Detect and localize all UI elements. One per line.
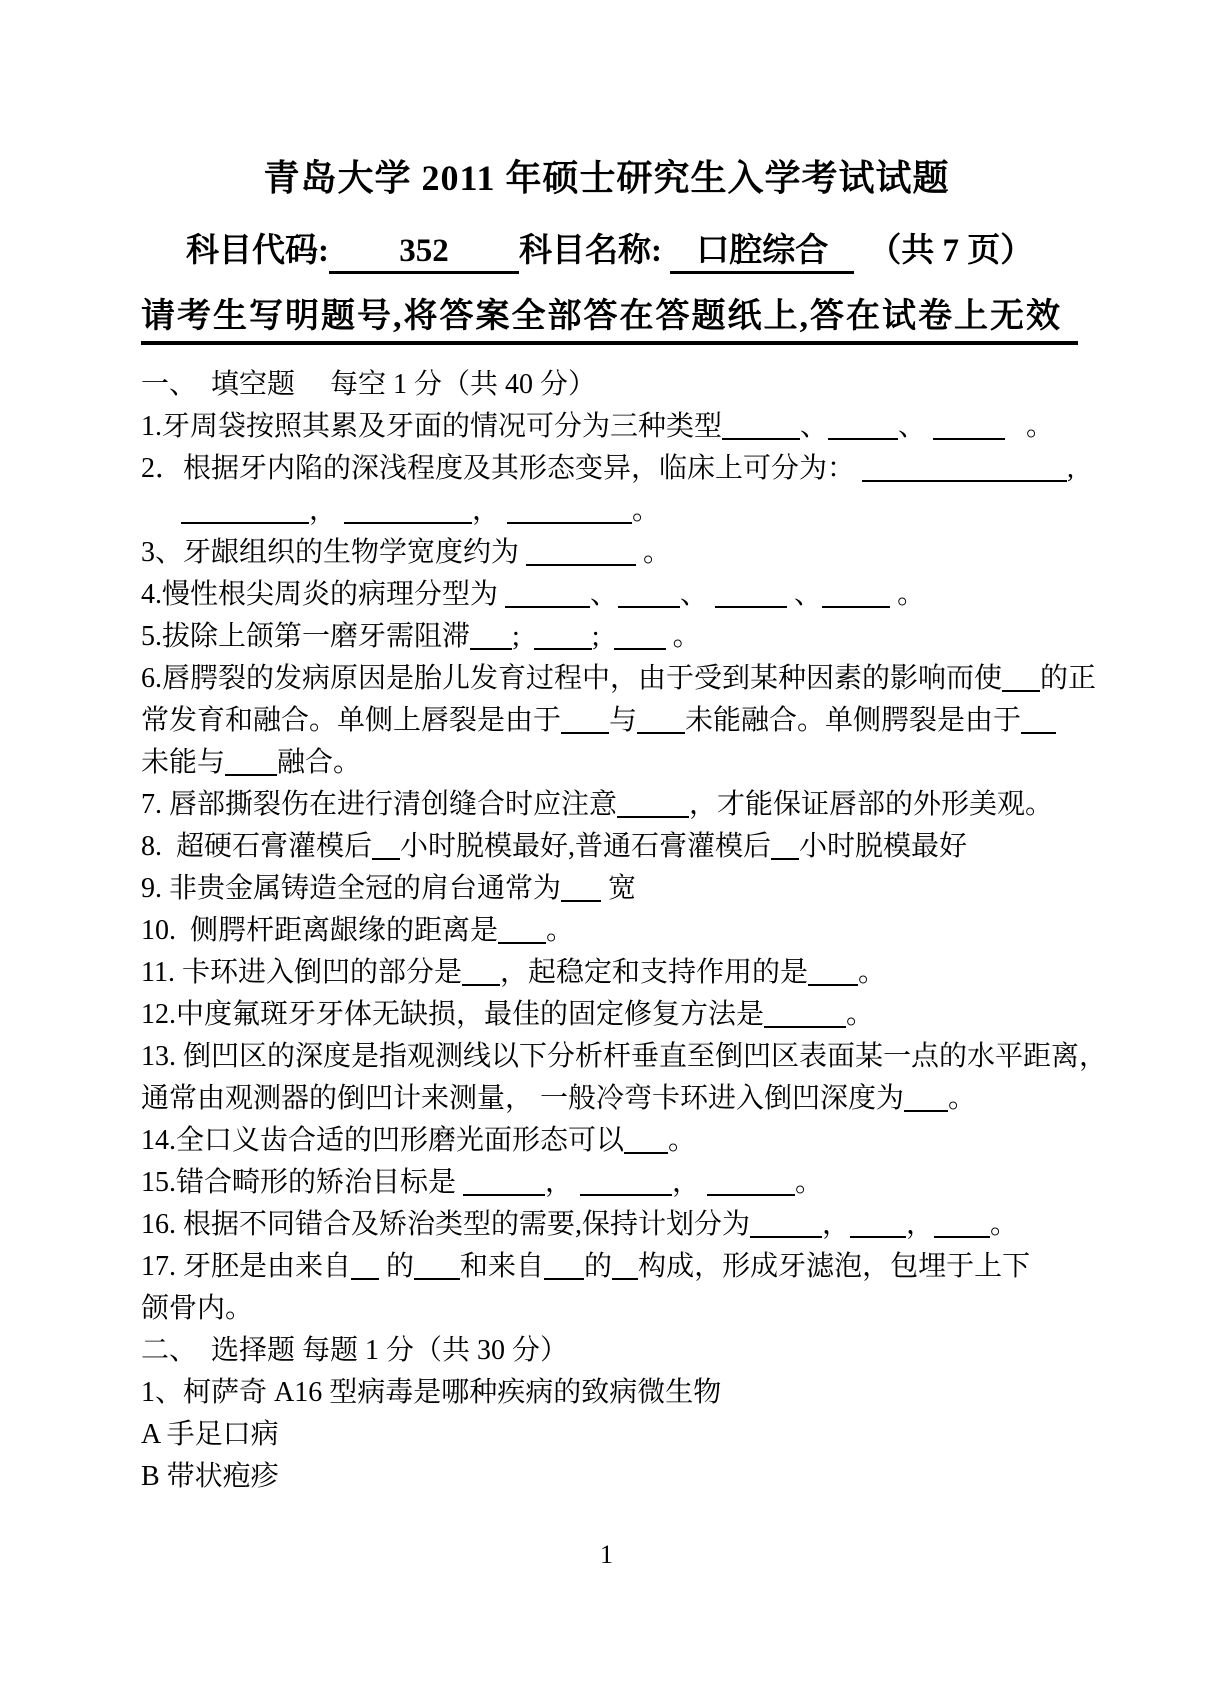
answer-blank [808, 978, 858, 986]
text-segment: 16. 根据不同错合及矫治类型的需要,保持计划分为 [141, 1209, 751, 1240]
answer-blank [1021, 726, 1056, 734]
question-line [141, 1120, 1096, 1162]
text-segment: ，起稳定和支持作用的是 [499, 957, 808, 988]
answer-blank [470, 642, 512, 650]
answer-blank [933, 432, 1005, 440]
answer-blank [462, 978, 500, 986]
answer-blank [1002, 684, 1040, 692]
answer-blank [862, 474, 1067, 482]
answer-blank [372, 852, 400, 860]
text-segment: 15.错合畸形的矫治目标是 [141, 1167, 464, 1198]
text-segment: , [1067, 453, 1075, 484]
subject-pages-note: （共 7 页） [868, 233, 1034, 269]
question-line [141, 364, 1096, 406]
answer-blank [618, 600, 680, 608]
text-segment: 17. 牙胚是由来自 [141, 1251, 352, 1282]
text-segment: 、 [787, 579, 823, 610]
text-segment: 小时脱模最好,普通石膏灌模后 [400, 831, 772, 862]
question-line [141, 952, 1096, 994]
text-segment: 。 [665, 621, 701, 652]
text-segment: 的 [379, 1251, 415, 1282]
text-segment: 9. 非贵金属铸造全冠的肩台通常为 [141, 873, 562, 904]
text-segment: 。 [890, 579, 926, 610]
text-segment: ; [512, 621, 534, 652]
question-line [141, 1288, 1096, 1330]
answer-blank [624, 1146, 668, 1154]
text-segment: 、 [590, 579, 619, 610]
answer-blank [561, 894, 601, 902]
question-line [141, 868, 1096, 910]
answer-blank [934, 1230, 990, 1238]
answer-blank [507, 516, 632, 524]
text-segment: 8. 超硬石膏灌模后 [141, 831, 373, 862]
text-segment: 构成，形成牙滤泡，包埋于上下 [638, 1251, 1031, 1282]
answer-blank [750, 1230, 822, 1238]
question-line [141, 994, 1096, 1036]
text-segment: ，才能保证唇部的外形美观。 [689, 789, 1054, 820]
text-segment: 13. 倒凹区的深度是指观测线以下分析杆垂直至倒凹区表面某一点的水平距离， [141, 1041, 1108, 1072]
answer-blank [225, 768, 277, 776]
text-segment: ， [906, 1209, 935, 1240]
text-segment: 二、 选择题 每题 1 分（共 30 分） [141, 1335, 569, 1366]
text-segment: B 带状疱疹 [141, 1461, 279, 1492]
answer-blank [850, 1230, 906, 1238]
subject-code-value: 352 [329, 233, 519, 274]
question-line [141, 910, 1096, 952]
text-segment: 和来自 [460, 1251, 545, 1282]
answer-blank [612, 1272, 638, 1280]
question-line [141, 1372, 1096, 1414]
subject-name-value: 口腔综合 [670, 233, 854, 274]
text-segment: 。 [795, 1167, 824, 1198]
question-line [141, 406, 1096, 448]
text-segment: 4.慢性根尖周炎的病理分型为 [141, 579, 506, 610]
answer-blank [828, 432, 898, 440]
question-line [141, 616, 1096, 658]
text-segment: 。 [857, 957, 886, 988]
text-segment: ， [545, 1167, 581, 1198]
answer-blank [904, 1104, 948, 1112]
answer-blank [764, 1020, 846, 1028]
answer-blank [637, 726, 685, 734]
page-number: 1 [600, 1540, 613, 1569]
text-segment: 。 [632, 495, 661, 526]
text-segment: 与 [609, 705, 638, 736]
question-line [141, 1330, 1096, 1372]
text-segment: 1.牙周袋按照其累及牙面的情况可分为三种类型 [141, 411, 723, 442]
text-segment: A 手足口病 [141, 1419, 279, 1450]
text-segment: 。 [1005, 411, 1055, 442]
answer-blank [498, 936, 546, 944]
question-line [141, 1456, 1096, 1498]
question-line [141, 658, 1096, 700]
text-segment: 的正 [1040, 663, 1097, 694]
text-segment: 。 [668, 1125, 697, 1156]
text-segment: 。 [846, 999, 875, 1030]
text-segment: 小时脱模最好 [799, 831, 968, 862]
question-line [141, 1162, 1096, 1204]
question-line [141, 1246, 1096, 1288]
text-segment: 5.拔除上颌第一磨牙需阻滞 [141, 621, 471, 652]
text-segment: 1、柯萨奇 A16 型病毒是哪种疾病的致病微生物 [141, 1377, 722, 1408]
text-segment: 未能与 [141, 747, 226, 778]
text-segment: 通常由观测器的倒凹计来测量， 一般冷弯卡环进入倒凹深度为 [141, 1083, 905, 1114]
text-segment: 11. 卡环进入倒凹的部分是 [141, 957, 462, 988]
text-segment: 一、 填空题 每空 1 分（共 40 分） [141, 369, 597, 400]
question-line [141, 1204, 1096, 1246]
question-line [141, 1414, 1096, 1456]
text-segment: 、 [898, 411, 934, 442]
text-segment: ， [822, 1209, 851, 1240]
subject-line [186, 224, 1033, 274]
answer-blank [617, 810, 689, 818]
text-segment: 颌骨内。 [141, 1293, 254, 1324]
question-line [141, 1036, 1108, 1078]
text-segment: 6.唇腭裂的发病原因是胎儿发育过程中，由于受到某种因素的影响而使 [141, 663, 1003, 694]
answer-blank [181, 516, 309, 524]
subject-name-label: 科目名称: [519, 233, 662, 269]
question-line [141, 826, 1096, 868]
text-segment: 12.中度氟斑牙牙体无缺损，最佳的固定修复方法是 [141, 999, 765, 1030]
page-title: 青岛大学 2011 年硕士研究生入学考试试题 [263, 158, 950, 198]
text-segment: ; [591, 621, 614, 652]
answer-blank [722, 432, 800, 440]
text-segment: 。 [948, 1083, 977, 1114]
text-segment: 。 [546, 915, 575, 946]
text-segment: ， [672, 1167, 708, 1198]
answer-blank [414, 1272, 460, 1280]
text-segment: 3、牙龈组织的生物学宽度约为 [141, 537, 527, 568]
answer-blank [351, 1272, 379, 1280]
answer-blank [771, 852, 799, 860]
subject-code-label: 科目代码: [186, 233, 329, 269]
question-line [141, 448, 1096, 490]
text-segment: ， [309, 495, 345, 526]
answer-blank [715, 600, 787, 608]
text-segment: 2．根据牙内陷的深浅程度及其形态变异，临床上可分为： [141, 453, 863, 484]
text-segment: 14.全口义齿合适的凹形磨光面形态可以 [141, 1125, 625, 1156]
question-line [141, 742, 1096, 784]
text-segment: ， [472, 495, 508, 526]
answer-blank [561, 726, 609, 734]
answer-blank [534, 642, 592, 650]
answer-blank [614, 642, 666, 650]
text-segment: 10. 侧腭杆距离龈缘的距离是 [141, 915, 499, 946]
question-line [141, 574, 1096, 616]
text-segment: 的 [584, 1251, 613, 1282]
text-segment: 未能融合。单侧腭裂是由于 [685, 705, 1022, 736]
notice-banner: 请考生写明题号,将答案全部答在答题纸上,答在试卷上无效 [141, 288, 1078, 345]
question-body [141, 364, 1108, 1498]
answer-blank [505, 600, 590, 608]
question-line [141, 490, 1096, 532]
text-segment: 7. 唇部撕裂伤在进行清创缝合时应注意 [141, 789, 618, 820]
answer-blank [822, 600, 890, 608]
question-line [141, 1078, 1096, 1120]
question-line [141, 532, 1096, 574]
answer-blank [580, 1188, 672, 1196]
text-segment: 常发育和融合。单侧上唇裂是由于 [141, 705, 562, 736]
answer-blank [344, 516, 472, 524]
question-line [141, 784, 1096, 826]
text-segment: 融合。 [277, 747, 362, 778]
answer-blank [526, 558, 636, 566]
text-segment: 宽 [601, 873, 637, 904]
answer-blank [463, 1188, 545, 1196]
text-segment: 。 [636, 537, 672, 568]
text-segment: 、 [800, 411, 829, 442]
text-segment: 、 [680, 579, 716, 610]
text-segment: 。 [990, 1209, 1019, 1240]
answer-blank [707, 1188, 795, 1196]
question-line [141, 700, 1096, 742]
answer-blank [544, 1272, 584, 1280]
